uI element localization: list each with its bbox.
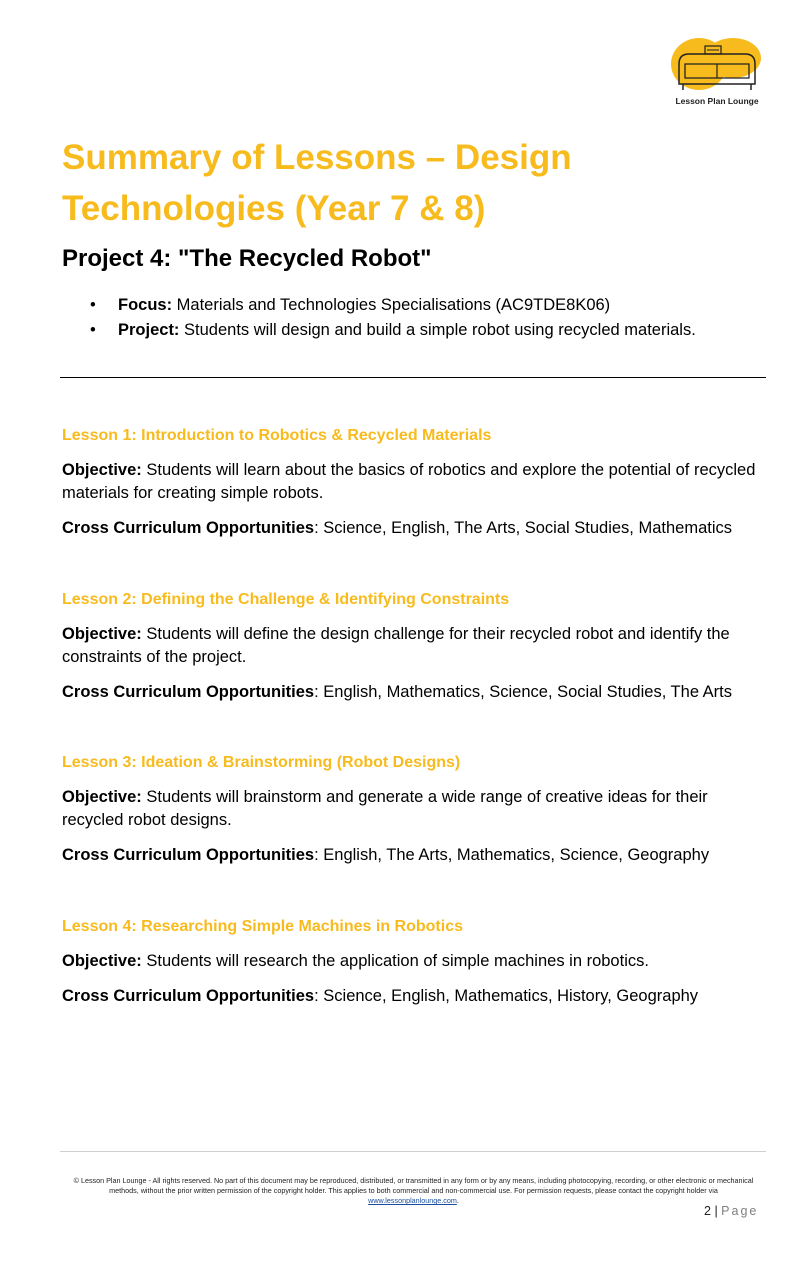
page-number-value: 2 <box>704 1204 711 1218</box>
lesson-heading: Lesson 4: Researching Simple Machines in Robotics <box>62 918 463 935</box>
cco-text: : Science, English, Mathematics, History, Geography <box>314 987 699 1005</box>
page-number <box>704 1204 758 1218</box>
lesson-4 <box>62 917 767 1008</box>
bullet-dot-icon: • <box>90 296 96 314</box>
lesson-1 <box>62 426 767 540</box>
footer-divider <box>60 1151 766 1152</box>
objective-label: Objective: <box>62 625 142 643</box>
objective-text: Students will define the design challenge for their recycled robot and identify the constraints of the project. <box>62 625 730 666</box>
bullet-text: Materials and Technologies Specialisations (AC9TDE8K06) <box>172 296 611 314</box>
page-separator: | <box>714 1204 718 1218</box>
couch-logo-icon <box>669 34 765 96</box>
page-word: Page <box>721 1204 759 1218</box>
bullet-label: Focus: <box>118 296 173 314</box>
page-title: Summary of Lessons – Design Technologies (Year 7 & 8) <box>62 138 572 228</box>
lesson-plan-lounge-logo <box>669 34 765 110</box>
lesson-objective <box>62 623 767 669</box>
lesson-heading: Lesson 3: Ideation & Brainstorming (Robot Designs) <box>62 754 461 771</box>
lesson-cross-curriculum <box>62 681 767 704</box>
bullet-dot-icon: • <box>90 320 96 339</box>
project-title: Project 4: "The Recycled Robot" <box>62 245 432 272</box>
cco-text: : English, Mathematics, Science, Social Studies, The Arts <box>314 683 732 701</box>
bullet-text: Students will design and build a simple robot using recycled materials. <box>179 320 696 339</box>
lesson-cross-curriculum <box>62 985 767 1008</box>
lesson-heading: Lesson 2: Defining the Challenge & Identifying Constraints <box>62 591 510 608</box>
bullet-focus <box>90 293 696 318</box>
bullet-label: Project: <box>118 320 180 339</box>
section-divider <box>60 377 766 378</box>
lesson-objective <box>62 950 767 973</box>
copyright-suffix: . <box>456 1196 459 1205</box>
copyright-text: © Lesson Plan Lounge - All rights reserved. No part of this document may be reproduced, distributed, or transmitted in any form or by any means, including photocopying, recording, or other electronic or mechanical methods, without the prior written permission of the copyright holder. This applies to both commercial and non-commercial use. For permission requests, please contact the copyright holder via <box>73 1176 754 1195</box>
project-summary-list <box>90 293 696 342</box>
copyright-notice <box>66 1176 761 1206</box>
lesson-objective <box>62 786 767 832</box>
website-link[interactable]: www.lessonplanlounge.com <box>368 1196 457 1205</box>
objective-text: Students will learn about the basics of robotics and explore the potential of recycled materials for creating simple robots. <box>62 461 756 502</box>
lesson-objective <box>62 459 767 505</box>
cco-label: Cross Curriculum Opportunities <box>62 683 315 701</box>
objective-text: Students will research the application of simple machines in robotics. <box>141 952 649 970</box>
lesson-heading: Lesson 1: Introduction to Robotics & Recycled Materials <box>62 427 492 444</box>
cco-label: Cross Curriculum Opportunities <box>62 987 315 1005</box>
objective-text: Students will brainstorm and generate a wide range of creative ideas for their recycled robot designs. <box>62 788 708 829</box>
lesson-2 <box>62 590 767 704</box>
objective-label: Objective: <box>62 788 142 806</box>
lesson-cross-curriculum <box>62 517 767 540</box>
cco-label: Cross Curriculum Opportunities <box>62 846 315 864</box>
cco-label: Cross Curriculum Opportunities <box>62 519 315 537</box>
lesson-3 <box>62 753 767 867</box>
objective-label: Objective: <box>62 461 142 479</box>
cco-text: : Science, English, The Arts, Social Studies, Mathematics <box>314 519 732 537</box>
cco-text: : English, The Arts, Mathematics, Science, Geography <box>314 846 710 864</box>
lesson-cross-curriculum <box>62 844 767 867</box>
logo-text: Lesson Plan Lounge <box>675 96 759 106</box>
objective-label: Objective: <box>62 952 142 970</box>
bullet-project <box>90 318 696 343</box>
